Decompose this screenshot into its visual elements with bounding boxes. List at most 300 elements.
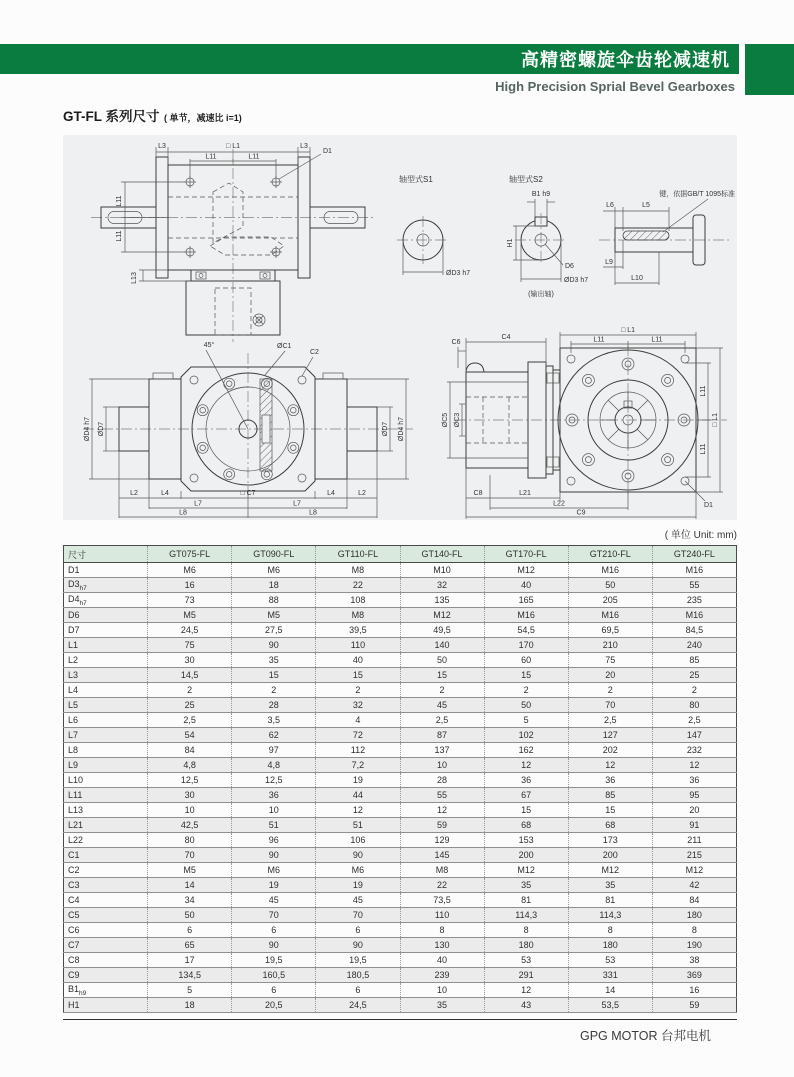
dim-label: D1 [704,502,713,509]
dimension-value: 43 [484,998,568,1013]
key-standard-note: 键，依据GB/T 1095标准 [659,191,735,198]
dimension-value: 232 [652,743,736,758]
dimension-value: 6 [148,923,232,938]
dim-label: L4 [161,490,169,497]
dim-label: D6 [565,263,574,270]
row-label: H1 [68,1000,80,1010]
section-title [63,105,242,126]
column-header-model: GT140-FL [400,546,484,563]
dimension-value: 153 [484,833,568,848]
dimension-value: 59 [400,818,484,833]
dimension-value: 4,8 [148,758,232,773]
dim-label: L8 [309,509,317,517]
dimension-value: 202 [568,743,652,758]
dimension-value: M6 [148,563,232,578]
dimension-value: 90 [316,938,400,953]
dimension-value: 6 [232,983,316,998]
row-label: D6 [68,610,80,620]
table-row [64,623,737,638]
dim-label: C9 [576,509,586,517]
dimension-value: 14 [148,878,232,893]
dimension-value: 81 [484,893,568,908]
dimension-value: 2,5 [148,713,232,728]
dimension-value: 200 [568,848,652,863]
side-flange-drawing [442,327,727,519]
dimension-value: 68 [484,818,568,833]
dimension-value: 12,5 [232,773,316,788]
table-row [64,803,737,818]
dimension-value: 70 [148,848,232,863]
dimension-value: 60 [484,653,568,668]
dim-label: L10 [631,275,643,282]
dimension-value: 68 [568,818,652,833]
dimension-value: 140 [400,638,484,653]
table-row [64,683,737,698]
dimension-value: 145 [400,848,484,863]
row-label: $D4_{h7}$ [68,593,87,607]
dimension-value: 20,5 [232,998,316,1013]
dim-label: C2 [310,349,319,356]
row-label: L7 [68,730,79,740]
column-header-model: GT075-FL [148,546,232,563]
row-label: D1 [68,565,80,575]
dim-label: C6 [451,339,461,346]
dimension-value: 22 [400,878,484,893]
row-label: L21 [68,820,84,830]
table-row [64,668,737,683]
table-row [64,983,737,998]
dimension-value: 215 [652,848,736,863]
column-header-model: GT170-FL [484,546,568,563]
dimension-value: 20 [568,668,652,683]
table-row [64,833,737,848]
row-label: L6 [68,715,79,725]
footer-divider [63,1019,737,1020]
dimension-value: 90 [232,638,316,653]
dimension-value: 112 [316,743,400,758]
dimension-value: 54 [148,728,232,743]
dim-label: L13 [131,272,138,284]
dimension-value: 15 [400,668,484,683]
dim-label: ØD7 [382,421,389,437]
dimension-value: 5 [484,713,568,728]
dim-label: L11 [700,385,707,397]
dimension-value: 19 [316,773,400,788]
dimension-value: 16 [652,983,736,998]
dimension-value: 2 [148,683,232,698]
dimension-value: M5 [148,863,232,878]
dimension-value: 36 [652,773,736,788]
dimension-value: 6 [232,923,316,938]
dimension-value: 170 [484,638,568,653]
table-header [64,546,737,563]
dimension-value: 16 [148,578,232,593]
dimension-value: 88 [232,593,316,608]
table-row [64,818,737,833]
dim-label: ØD3 h7 [564,277,589,284]
row-label: C5 [68,910,80,920]
dimension-value: 15 [232,668,316,683]
dimension-value: M16 [484,608,568,623]
shaft-type-s1-title: 轴型式S1 [399,175,433,184]
dim-label: L21 [519,490,531,497]
dim-label: ØD4 h7 [398,416,405,442]
page-title-zh: 高精密螺旋伞齿轮减速机 [521,50,730,70]
dimension-value: 53 [484,953,568,968]
dimension-value: 54,5 [484,623,568,638]
dim-label: B1 h9 [531,191,551,198]
row-label: L10 [68,775,84,785]
dimension-value: 72 [316,728,400,743]
row-label: C8 [68,955,80,965]
dimension-value: 20 [652,803,736,818]
table-row [64,788,737,803]
dimension-value: 106 [316,833,400,848]
table-row [64,863,737,878]
dimension-value: 85 [652,653,736,668]
dimension-value: 36 [232,788,316,803]
dim-label: ØD4 h7 [84,416,91,442]
row-label: L1 [68,640,79,650]
dimension-value: M5 [232,608,316,623]
row-label: C2 [68,865,80,875]
dimension-value: 40 [484,578,568,593]
dim-label: L9 [605,259,613,266]
dimension-value: 95 [652,788,736,803]
table-row [64,908,737,923]
dimension-value: 19 [316,878,400,893]
column-header-model: GT210-FL [568,546,652,563]
dimension-value: M10 [400,563,484,578]
dimension-value: 85 [568,788,652,803]
dimension-value: 127 [568,728,652,743]
table-row [64,593,737,608]
row-label: $D3_{h7}$ [68,578,87,592]
dimension-value: 8 [400,923,484,938]
row-label: C4 [68,895,80,905]
section-title-main: GT-FL 系列尺寸 [63,109,160,124]
row-label: L3 [68,670,79,680]
dimension-value: 19,5 [232,953,316,968]
dim-label: □ L1 [712,413,719,427]
dim-label: □ L1 [621,327,635,334]
dimension-value: 6 [316,923,400,938]
dim-label: L5 [642,202,650,209]
dimension-value: 235 [652,593,736,608]
dimension-value: 15 [568,803,652,818]
dimension-value: 80 [148,833,232,848]
dimension-value: 15 [484,803,568,818]
dimension-value: 84,5 [652,623,736,638]
dimension-value: 49,5 [400,623,484,638]
shaft-type-drawings [397,174,735,298]
dimension-value: 53 [568,953,652,968]
dimension-value: 40 [316,653,400,668]
header-bar [0,44,739,74]
dim-label: ØD3 h7 [446,270,471,277]
dimension-value: M12 [484,563,568,578]
front-view-drawing [91,143,375,342]
dimension-value: 12,5 [148,773,232,788]
dim-label: L11 [116,230,123,242]
dimension-value: 84 [148,743,232,758]
dimension-value: 28 [232,698,316,713]
dimension-value: M8 [400,863,484,878]
row-label: L9 [68,760,79,770]
dimension-value: M8 [316,563,400,578]
dimension-value: 91 [652,818,736,833]
dimension-value: 8 [652,923,736,938]
table-row [64,953,737,968]
dimension-value: 147 [652,728,736,743]
dim-label: L2 [358,490,366,497]
dimension-value: 30 [148,653,232,668]
dimension-value: 42 [652,878,736,893]
dimension-value: 137 [400,743,484,758]
dimension-value: 50 [568,578,652,593]
row-label: D7 [68,625,80,635]
dimension-value: 129 [400,833,484,848]
dimension-drawings-panel [63,135,737,520]
dimension-value: M5 [148,608,232,623]
row-label: C3 [68,880,80,890]
dimension-value: 24,5 [316,998,400,1013]
dimension-value: 12 [652,758,736,773]
table-row [64,923,737,938]
dim-label: L11 [205,153,217,161]
dim-label: L11 [248,153,260,161]
column-header-model: GT090-FL [232,546,316,563]
dimension-value: 32 [400,578,484,593]
dim-label: L3 [300,143,308,150]
dimension-value: 8 [568,923,652,938]
dimension-value: 97 [232,743,316,758]
dim-label: H1 [507,238,514,248]
row-label: L4 [68,685,79,695]
dimension-value: 200 [484,848,568,863]
table-row [64,578,737,593]
dimension-value: 6 [316,983,400,998]
dimension-value: 4,8 [232,758,316,773]
table-row [64,848,737,863]
column-header-model: GT110-FL [316,546,400,563]
dimension-value: 96 [232,833,316,848]
dim-label: ØC5 [442,412,449,428]
table-row [64,758,737,773]
table-row [64,698,737,713]
row-label: C1 [68,850,80,860]
dimension-value: 80 [652,698,736,713]
dimension-value: 15 [316,668,400,683]
dim-label: L7 [194,500,202,508]
dimension-value: 12 [484,758,568,773]
dimension-value: 12 [484,983,568,998]
dimension-value: 134,5 [148,968,232,983]
dimension-value: 173 [568,833,652,848]
dimension-value: 35 [232,653,316,668]
dim-label: ØC3 [454,412,461,428]
dimension-value: 59 [652,998,736,1013]
dimension-value: 180 [652,908,736,923]
row-label: L22 [68,835,84,845]
dim-label: L3 [158,143,166,150]
shaft-type-s2-title: 轴型式S2 [509,175,543,184]
row-label: C7 [68,940,80,950]
dimension-value: 12 [568,758,652,773]
table-row [64,893,737,908]
dimension-value: 7,2 [316,758,400,773]
dimension-value: 62 [232,728,316,743]
dim-label: L11 [593,336,605,344]
dimension-value: 36 [568,773,652,788]
dimension-value: 50 [148,908,232,923]
dim-label: C4 [501,334,511,341]
dim-label: C8 [473,490,483,497]
unit-note: ( 单位 Unit: mm) [664,530,737,541]
dim-label: L8 [179,509,187,517]
dimension-value: M16 [652,608,736,623]
dimension-value: 4 [316,713,400,728]
dim-label: L11 [651,336,663,344]
dimension-value: 239 [400,968,484,983]
dimension-value: 14 [568,983,652,998]
dimension-value: 24,5 [148,623,232,638]
dimension-value: 19,5 [316,953,400,968]
table-row [64,653,737,668]
dimension-value: 67 [484,788,568,803]
dimension-value: 165 [484,593,568,608]
dim-label: L6 [606,202,614,209]
dimension-value: 2,5 [568,713,652,728]
dimension-value: 45 [232,893,316,908]
dimension-value: 75 [148,638,232,653]
dimension-value: 2 [484,683,568,698]
dimension-value: 10 [400,758,484,773]
dimension-value: 81 [568,893,652,908]
dimension-value: 5 [148,983,232,998]
dimension-value: 162 [484,743,568,758]
dimension-value: 114,3 [484,908,568,923]
dimension-value: 73 [148,593,232,608]
table-row [64,563,737,578]
dimension-value: 45 [316,893,400,908]
row-label: C9 [68,970,80,980]
footer-brand: GPG MOTOR 台邦电机 [579,1029,711,1043]
dimension-value: M12 [652,863,736,878]
dimension-value: 14,5 [148,668,232,683]
dimension-value: 10 [400,983,484,998]
dim-label: L11 [700,443,707,455]
row-label: L13 [68,805,84,815]
table-row [64,608,737,623]
dimension-value: 291 [484,968,568,983]
dimension-value: 34 [148,893,232,908]
table-row [64,773,737,788]
table-row [64,713,737,728]
dimension-value: 211 [652,833,736,848]
dimension-value: 30 [148,788,232,803]
dimension-value: 73,5 [400,893,484,908]
dimension-value: 19 [232,878,316,893]
dimension-value: 35 [400,998,484,1013]
dimension-value: 160,5 [232,968,316,983]
dimension-value: 45 [400,698,484,713]
dimension-value: 180 [484,938,568,953]
dimension-value: 130 [400,938,484,953]
dimension-value: 50 [484,698,568,713]
dimension-value: 110 [400,908,484,923]
dim-label: D1 [323,148,332,155]
dim-label: ØC1 [277,343,292,350]
dimension-value: 70 [232,908,316,923]
table-row [64,878,737,893]
dimension-value: 3,5 [232,713,316,728]
dimension-value: 28 [400,773,484,788]
dimension-value: 2 [400,683,484,698]
dimension-value: 90 [316,848,400,863]
dimension-value: 55 [400,788,484,803]
dimension-value: 87 [400,728,484,743]
dim-label: L2 [130,490,138,497]
dimension-value: 190 [652,938,736,953]
dimension-value: 369 [652,968,736,983]
dimension-value: 114,3 [568,908,652,923]
row-label: $B1_{h9}$ [68,983,87,997]
dimension-value: 15 [484,668,568,683]
table-row [64,638,737,653]
dimension-value: 84 [652,893,736,908]
dim-label: L22 [553,500,565,508]
header-row [64,546,737,563]
row-label: C6 [68,925,80,935]
dimension-value: 108 [316,593,400,608]
table-row [64,968,737,983]
dimension-value: 135 [400,593,484,608]
row-label: L11 [68,790,83,800]
table-row [64,998,737,1013]
dimension-value: 53,5 [568,998,652,1013]
dimension-value: M16 [568,608,652,623]
dimension-value: 2 [316,683,400,698]
dimension-value: M12 [400,608,484,623]
dimension-value: 90 [232,938,316,953]
section-title-sub: ( 单节，减速比 i=1) [163,113,242,123]
dimension-value: 2 [652,683,736,698]
dimension-value: 90 [232,848,316,863]
dimension-value: 35 [484,878,568,893]
dimension-value: 42,5 [148,818,232,833]
dimension-value: 205 [568,593,652,608]
dimension-value: 75 [568,653,652,668]
dim-label: 45° [203,342,215,349]
table-row [64,743,737,758]
dim-label: ØD7 [98,421,105,437]
dimension-value: 2,5 [400,713,484,728]
dimension-value: 65 [148,938,232,953]
dimension-value: M12 [568,863,652,878]
output-shaft-note: (输出轴) [528,291,554,298]
row-label: L5 [68,700,79,710]
dimension-value: 35 [568,878,652,893]
dimension-value: M12 [484,863,568,878]
dimension-value: 70 [568,698,652,713]
table-row [64,938,737,953]
dimension-value: 2 [232,683,316,698]
dim-label: L7 [293,500,301,508]
dimension-value: 240 [652,638,736,653]
dimension-value: 22 [316,578,400,593]
page-subtitle-en: High Precision Sprial Bevel Gearboxes [495,79,735,94]
